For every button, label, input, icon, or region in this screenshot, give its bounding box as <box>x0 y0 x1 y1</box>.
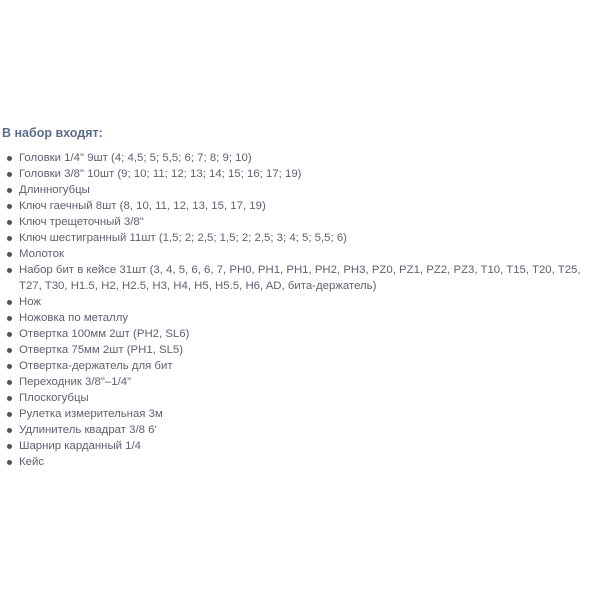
list-item: Отвертка-держатель для бит <box>2 358 598 374</box>
list-item: Головки 1/4" 9шт (4; 4,5; 5; 5,5; 6; 7; 8; 9; 10) <box>2 150 598 166</box>
list-item: Ключ гаечный 8шт (8, 10, 11, 12, 13, 15, 17, 19) <box>2 198 598 214</box>
list-item: Ключ трещеточный 3/8" <box>2 214 598 230</box>
list-item: Плоскогубцы <box>2 390 598 406</box>
kit-contents <box>2 125 598 470</box>
list-item: Переходник 3/8"–1/4" <box>2 374 598 390</box>
section-heading: В набор входят: <box>2 126 103 140</box>
list-item: Отвертка 100мм 2шт (PH2, SL6) <box>2 326 598 342</box>
list-item: Ключ шестигранный 11шт (1,5; 2; 2,5; 1,5; 2; 2,5; 3; 4; 5; 5,5; 6) <box>2 230 598 246</box>
list-item: Головки 3/8" 10шт (9; 10; 11; 12; 13; 14; 15; 16; 17; 19) <box>2 166 598 182</box>
list-item: Нож <box>2 294 598 310</box>
list-item: Шарнир карданный 1/4 <box>2 438 598 454</box>
list-item: Ножовка по металлу <box>2 310 598 326</box>
list-item: Рулетка измерительная 3м <box>2 406 598 422</box>
list-item: Кейс <box>2 454 598 470</box>
list-item: Молоток <box>2 246 598 262</box>
list-item: Удлинитель квадрат 3/8 6' <box>2 422 598 438</box>
list-item: Набор бит в кейсе 31шт (3, 4, 5, 6, 6, 7, PH0, PH1, PH1, PH2, PH3, PZ0, PZ1, PZ2, PZ3, T10, T15, T20, T25, T27, T30, H1.5, H2, H2.5, H3, H4, H5, H5.5, H6, AD, бита-держатель) <box>2 262 598 294</box>
items-list <box>2 150 598 470</box>
list-item: Отвертка 75мм 2шт (PH1, SL5) <box>2 342 598 358</box>
list-item: Длинногубцы <box>2 182 598 198</box>
